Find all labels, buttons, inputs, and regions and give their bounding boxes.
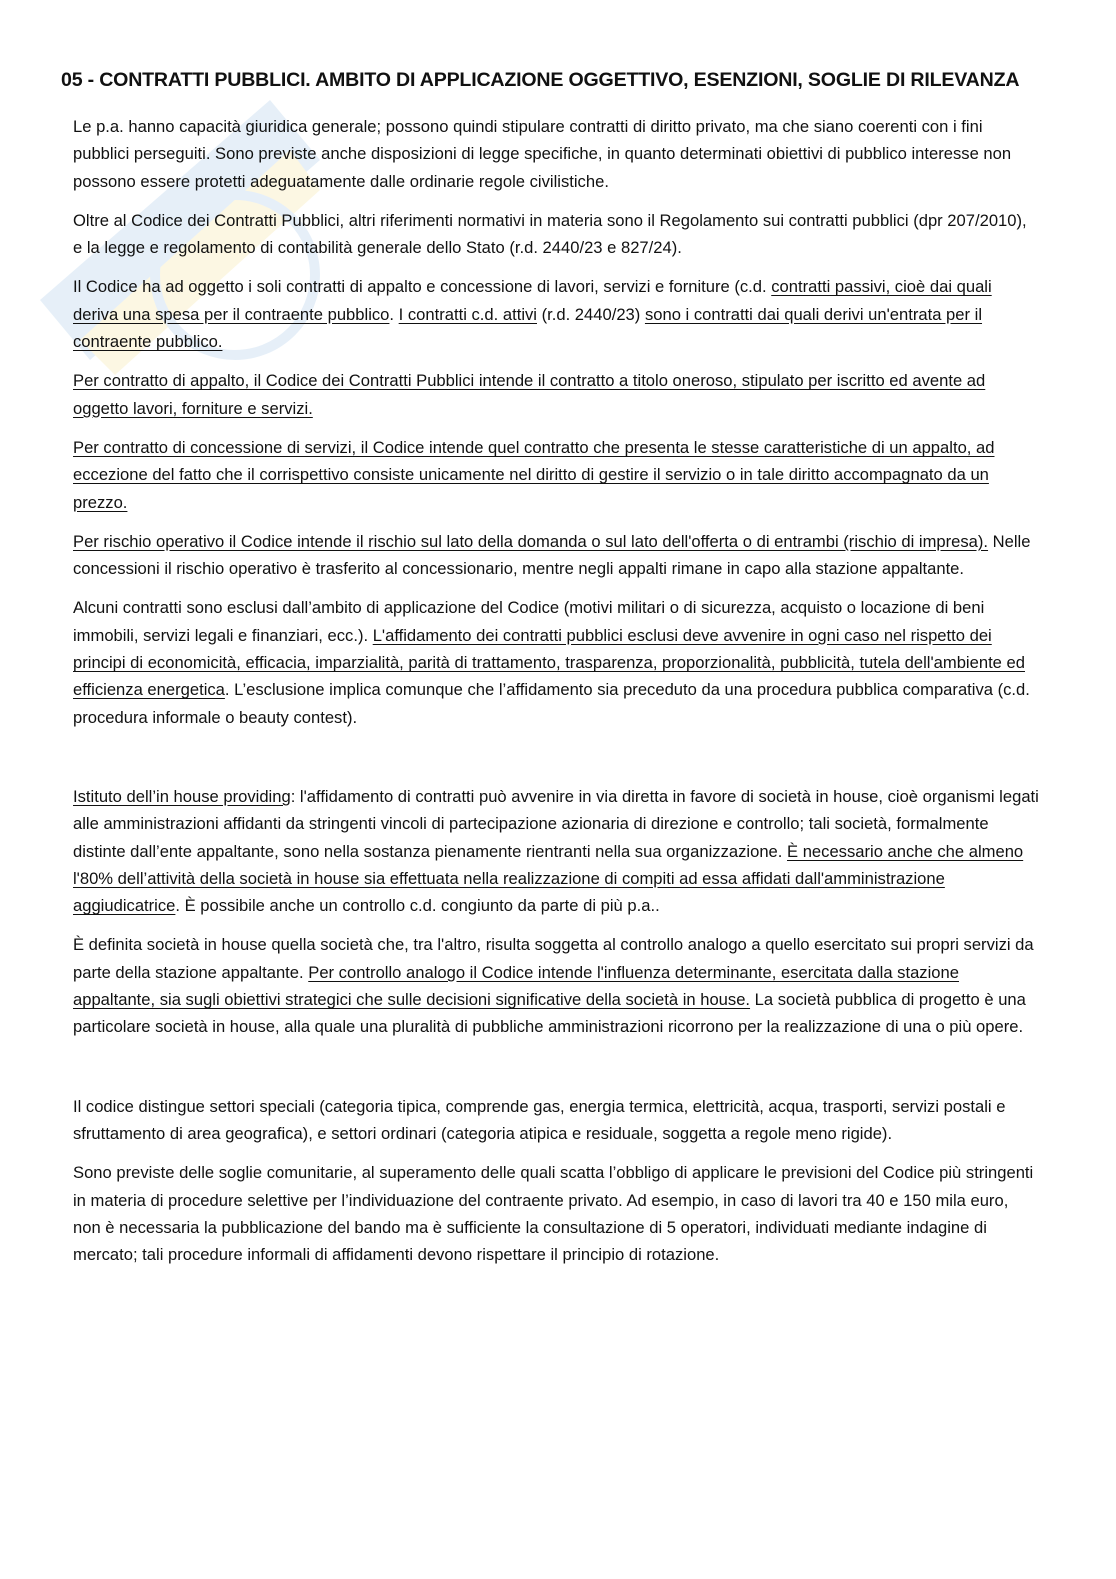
text-segment: Alcuni contratti sono esclusi dall’ambito di applicazione del Codice (motivi militari o di sicurezza, acquisto o locazione di beni immobili, servizi legali e finanziari, ecc.). xyxy=(73,598,985,645)
text-segment: Nelle concessioni il rischio operativo è trasferito al concessionario, mentre negli appalti rimane in capo alla stazione appaltante. xyxy=(73,531,1031,579)
paragraph xyxy=(73,931,1039,1040)
text-segment: Il codice distingue settori speciali (categoria tipica, comprende gas, energia termica, elettricità, acqua, trasporti, servizi postali e sfruttamento di area geografica), e settori ordinari (categoria atipica e residuale, soggetta a regole meno rigide). xyxy=(73,1096,1006,1143)
underlined-text: Per rischio operativo il Codice intende il rischio sul lato della domanda o sul lato dell'offerta o di entrambi (rischio di impresa). xyxy=(73,531,989,551)
paragraph xyxy=(73,594,1039,730)
underlined-text: I contratti c.d. attivi xyxy=(398,304,537,324)
text-segment: Sono previste delle soglie comunitarie, al superamento delle quali scatta l’obbligo di applicare le previsioni del Codice più stringenti in materia di procedure selettive per l’individuazione del contraente privato. Ad esempio, in caso di lavori tra 40 e 150 mila euro, non è necessaria la pubblicazione del bando ma è sufficiente la consultazione di 5 operatori, individuati mediante indagine di mercato; tali procedure informali di affidamenti devono rispettare il principio di rotazione. xyxy=(73,1163,1034,1265)
text-segment: . xyxy=(389,304,399,324)
paragraph xyxy=(73,528,1039,583)
underlined-text: contratti passivi, cioè dai quali deriva una spesa per il contraente pubblico xyxy=(73,277,992,324)
underlined-text: Istituto dell’in house providing xyxy=(73,786,291,806)
paragraph xyxy=(73,367,1039,422)
underlined-text: Per contratto di appalto, il Codice dei Contratti Pubblici intende il contratto a titolo oneroso, stipulato per iscritto ed avente ad oggetto lavori, forniture e servizi. xyxy=(73,371,986,418)
text-segment: Il Codice ha ad oggetto i soli contratti di appalto e concessione di lavori, servizi e forniture (c.d. xyxy=(73,277,772,297)
paragraph xyxy=(73,1159,1039,1268)
text-segment: La società pubblica di progetto è una particolare società in house, alla quale una pluralità di pubbliche amministrazioni ricorrono per la realizzazione di una o più opere. xyxy=(73,990,1026,1037)
paragraph xyxy=(73,783,1039,919)
document-body xyxy=(73,113,1039,1280)
paragraph xyxy=(73,434,1039,516)
text-segment: È definita società in house quella società che, tra l'altro, risulta soggetta al controllo analogo a quello esercitato sui propri servizi da parte della stazione appaltante. xyxy=(73,935,1034,982)
underlined-text: È necessario anche che almeno l'80% dell’attività della società in house sia effettuata nella realizzazione di compiti ad essa affidati dall'amministrazione aggiudicatrice xyxy=(73,841,1024,916)
underlined-text: Per controllo analogo il Codice intende l'influenza determinante, esercitata dalla stazione appaltante, sia sugli obiettivi strategici che sulle decisioni significative della società in house. xyxy=(73,962,959,1010)
underlined-text: sono i contratti dai quali derivi un'entrata per il contraente pubblico. xyxy=(73,304,983,352)
paragraph xyxy=(73,273,1039,355)
paragraph xyxy=(73,207,1039,262)
paragraph xyxy=(73,1093,1039,1148)
underlined-text: Per contratto di concessione di servizi, il Codice intende quel contratto che presenta le stesse caratteristiche di un appalto, ad eccezione del fatto che il corrispettivo consiste unicamente nel diritto di gestire il servizio o in tale diritto accompagnato da un prezzo. xyxy=(73,437,995,512)
page-title: 05 - CONTRATTI PUBBLICI. AMBITO DI APPLICAZIONE OGGETTIVO, ESENZIONI, SOGLIE DI RILEVANZA xyxy=(61,69,1020,91)
text-segment: . L’esclusione implica comunque che l’affidamento sia preceduto da una procedura pubblica comparativa (c.d. procedura informale o beauty contest). xyxy=(73,680,1030,727)
text-segment: . È possibile anche un controllo c.d. congiunto da parte di più p.a.. xyxy=(175,896,660,916)
text-segment: Oltre al Codice dei Contratti Pubblici, altri riferimenti normativi in materia sono il Regolamento sui contratti pubblici (dpr 207/2010), e la legge e regolamento di contabilità generale dello Stato (r.d. 2440/23 e 827/24). xyxy=(73,210,1027,258)
underlined-text: L'affidamento dei contratti pubblici esclusi deve avvenire in ogni caso nel rispetto dei principi di economicità, efficacia, imparzialità, parità di trattamento, trasparenza, proporzionalità, pubblicità, tutela dell'ambiente ed efficienza energetica xyxy=(73,625,1025,700)
text-segment: Le p.a. hanno capacità giuridica generale; possono quindi stipulare contratti di diritto privato, ma che siano coerenti con i fini pubblici perseguiti. Sono previste anche disposizioni di legge specifiche, in quanto determinati obiettivi di pubblico interesse non possono essere protetti adeguatamente dalle ordinarie regole civilistiche. xyxy=(73,117,1012,191)
paragraph xyxy=(73,113,1039,195)
text-segment: : l'affidamento di contratti può avvenire in via diretta in favore di società in house, cioè organismi legati alle amministrazioni affidanti da stringenti vincoli di partecipazione azionaria di direzione e controllo; tali società, formalmente distinte dall’ente appaltante, sono nella sostanza pienamente rientranti nella sua organizzazione. xyxy=(73,786,1039,861)
text-segment: (r.d. 2440/23) xyxy=(537,304,645,324)
